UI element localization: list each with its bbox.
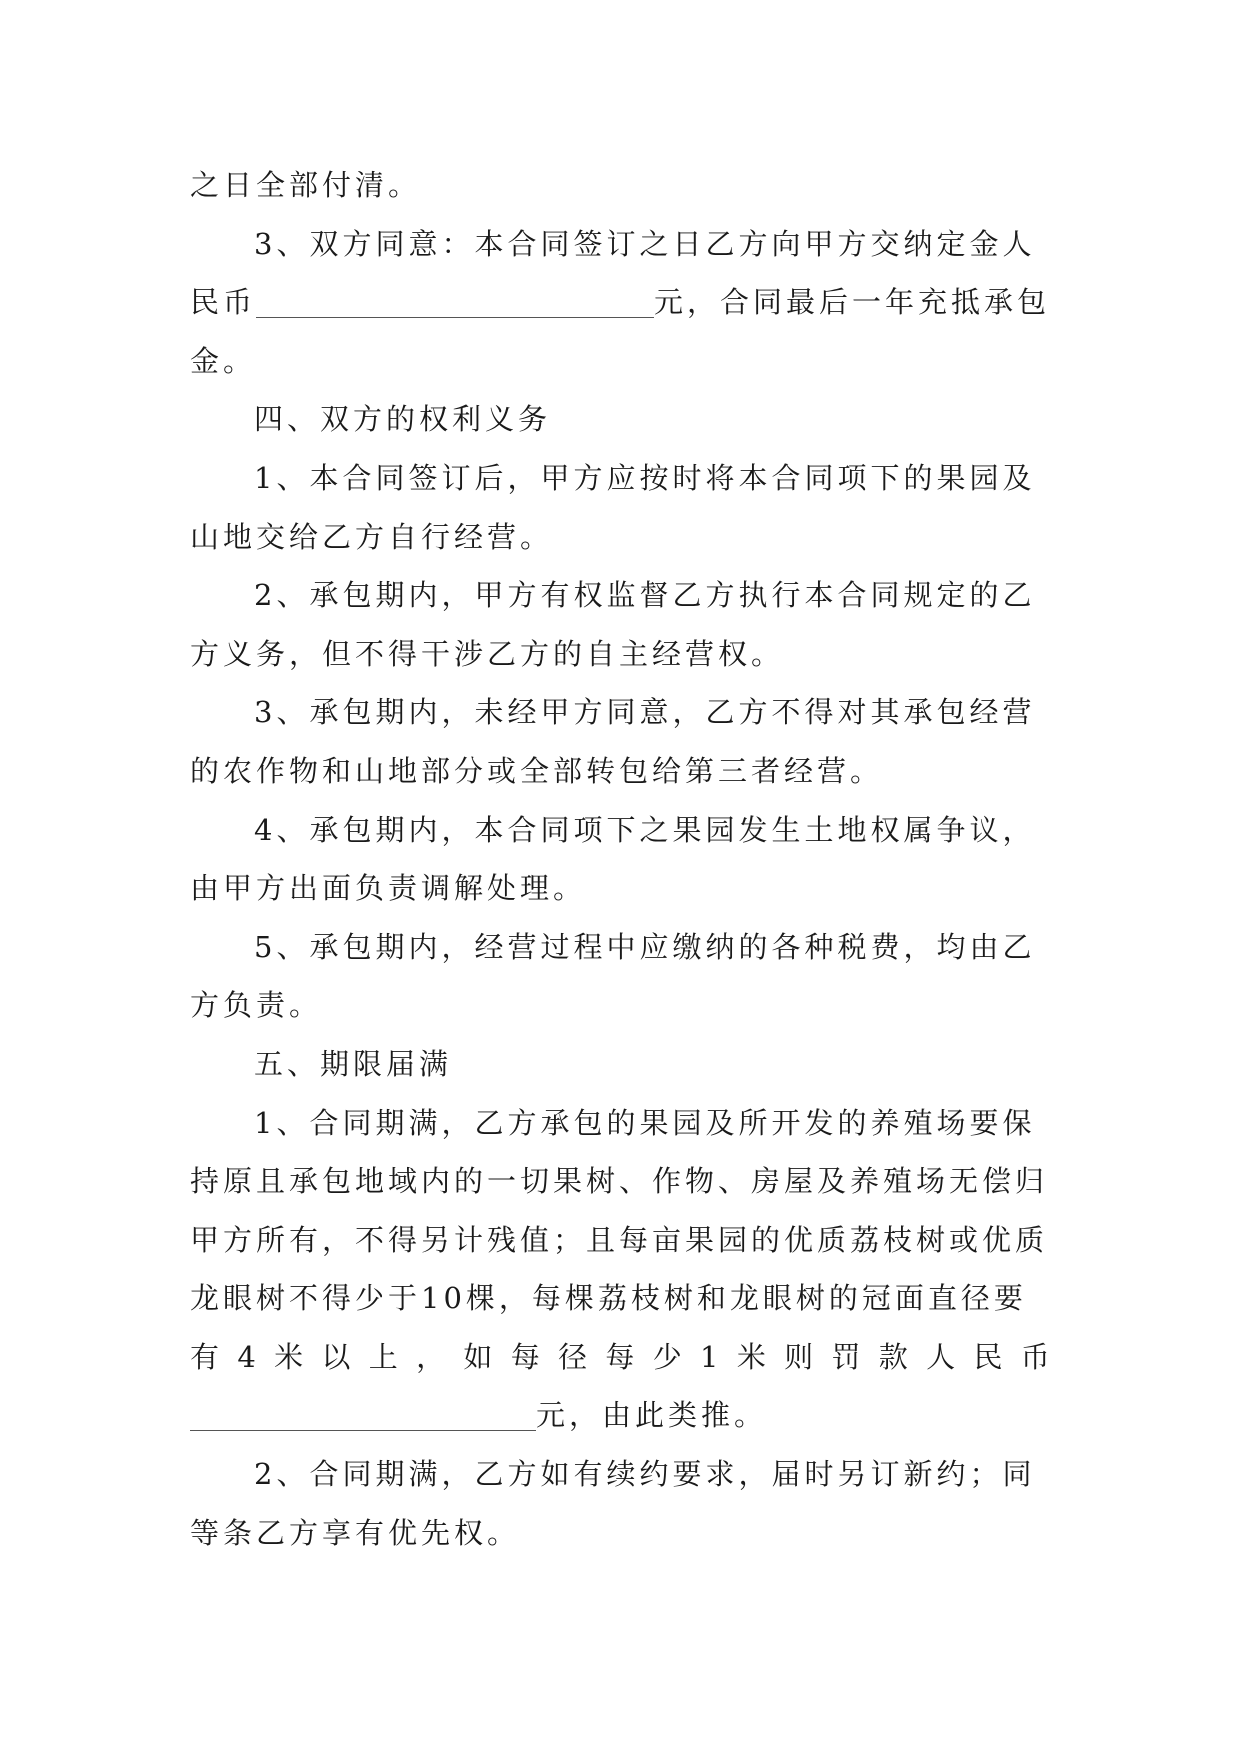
word: 径 [558,1339,588,1374]
word: 罚 [831,1339,861,1374]
penalty-amount-blank [190,1392,536,1431]
word: 如 [463,1339,493,1374]
text-line [190,273,1050,332]
word: ， [416,1339,446,1374]
text-fragment: 民币 [190,285,257,320]
word: 款 [878,1339,908,1374]
word: 人 [926,1339,956,1374]
deposit-amount-blank [256,279,654,318]
word: 每 [605,1339,635,1374]
text-line: 5、承包期内，经营过程中应缴纳的各种税费，均由乙 [254,929,1036,964]
word: 有 [190,1339,220,1374]
word: 4 [237,1339,256,1374]
text-line: 之日全部付清。 [190,168,422,202]
text-line: 方义务，但不得干涉乙方的自主经营权。 [190,636,785,671]
word: 以 [321,1339,351,1374]
word: 米 [274,1339,304,1374]
word: 1 [700,1339,719,1374]
text-line: 4、承包期内，本合同项下之果园发生土地权属争议， [254,812,1036,847]
word: 每 [510,1339,540,1374]
text-fragment: 元，由此类推。 [536,1398,768,1433]
word: 民 [973,1339,1003,1374]
word: 米 [736,1339,766,1374]
contract-body [190,156,1050,1562]
text-line: 方负责。 [190,988,323,1023]
word: 少 [652,1339,682,1374]
text-line: 2、承包期内，甲方有权监督乙方执行本合同规定的乙 [254,578,1036,613]
text-line: 3、承包期内，未经甲方同意，乙方不得对其承包经营 [254,695,1036,730]
text-line: 金。 [190,343,257,378]
text-line: 2、合同期满，乙方如有续约要求，届时另订新约；同 [254,1457,1036,1492]
text-line: 1、合同期满，乙方承包的果园及所开发的养殖场要保 [254,1105,1036,1140]
text-line: 1、本合同签订后，甲方应按时将本合同项下的果园及 [254,460,1036,495]
text-line: 的农作物和山地部分或全部转包给第三者经营。 [190,753,884,788]
word: 币 [1020,1339,1050,1374]
text-line: 由甲方出面负责调解处理。 [190,871,587,906]
text-line: 持原且承包地域内的一切果树、作物、房屋及养殖场无偿归 [190,1164,1049,1199]
text-line: 山地交给乙方自行经营。 [190,519,554,554]
text-line: 龙眼树不得少于10棵，每棵荔枝树和龙眼树的冠面直径要 [190,1281,1027,1316]
text-fragment: 元，合同最后一年充抵承包 [654,285,1051,320]
text-line-justified [190,1328,1050,1387]
section-heading-rights: 四、双方的权利义务 [254,402,552,437]
text-line: 甲方所有，不得另计残值；且每亩果园的优质荔枝树或优质 [190,1222,1049,1257]
section-heading-expiry: 五、期限届满 [254,1046,453,1081]
word: 则 [784,1339,814,1374]
text-line: 等条乙方享有优先权。 [190,1515,521,1550]
word: 上 [368,1339,398,1374]
text-line [190,1386,1050,1445]
text-line: 3、双方同意：本合同签订之日乙方向甲方交纳定金人 [254,226,1036,261]
